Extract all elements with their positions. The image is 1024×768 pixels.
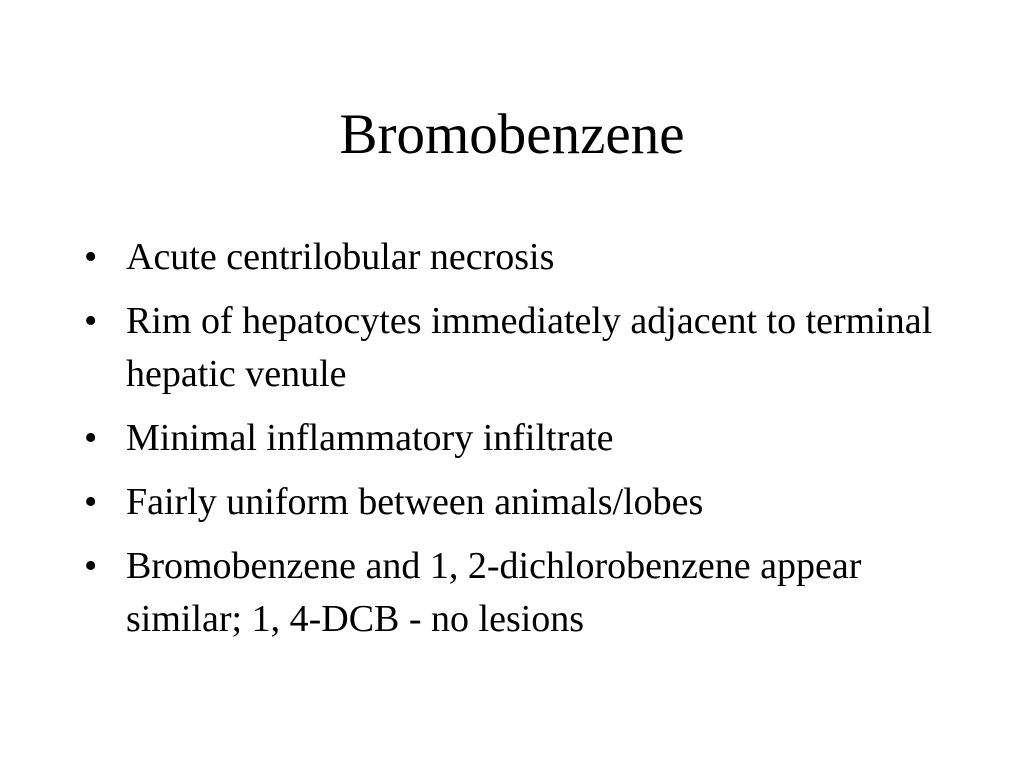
bullet-icon: • xyxy=(84,545,98,587)
bullet-icon: • xyxy=(84,481,98,523)
bullet-icon: • xyxy=(84,236,98,278)
slide-title: Bromobenzene xyxy=(339,103,685,166)
bullet-item xyxy=(84,476,964,529)
bullet-text: Rim of hepatocytes immediately adjacent to terminal hepatic venule xyxy=(126,300,933,395)
bullet-list xyxy=(84,231,964,657)
bullet-text: Acute centrilobular necrosis xyxy=(126,236,555,278)
bullet-item xyxy=(84,540,964,646)
bullet-icon: • xyxy=(84,417,98,459)
bullet-text: Bromobenzene and 1, 2-dichlorobenzene appear similar; 1, 4-DCB - no lesions xyxy=(126,545,862,640)
bullet-item xyxy=(84,231,964,284)
bullet-item xyxy=(84,412,964,465)
bullet-item xyxy=(84,295,964,401)
bullet-text: Fairly uniform between animals/lobes xyxy=(126,481,704,523)
bullet-icon: • xyxy=(84,300,98,342)
bullet-text: Minimal inflammatory infiltrate xyxy=(126,417,614,459)
